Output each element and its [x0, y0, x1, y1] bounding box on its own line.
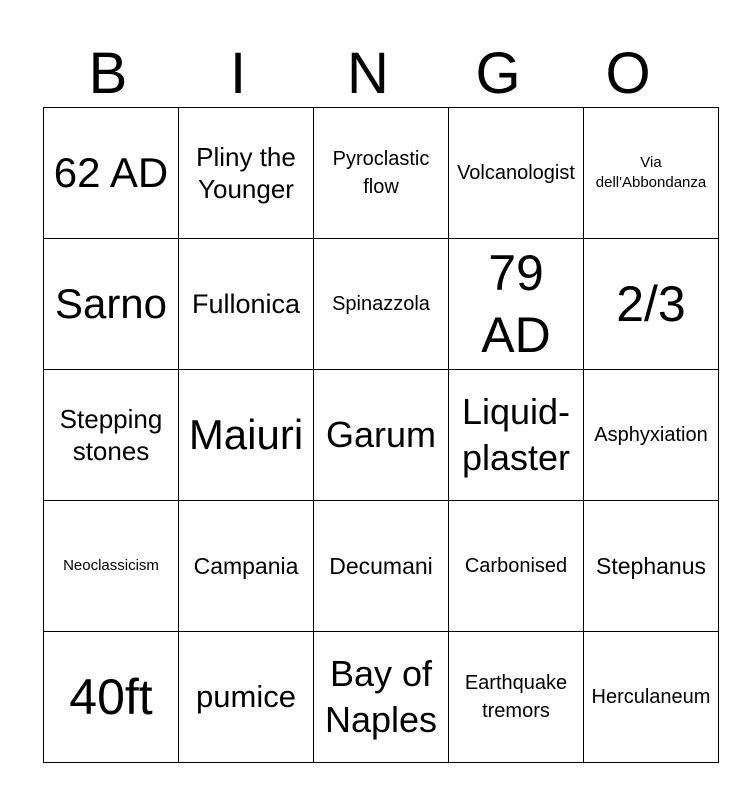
bingo-row [44, 632, 719, 763]
bingo-row [44, 239, 719, 370]
bingo-cell[interactable]: Bay of Naples [314, 632, 449, 763]
header-letter-g: G [475, 41, 521, 106]
bingo-cell[interactable]: Sarno [44, 239, 179, 370]
bingo-cell[interactable]: Fullonica [179, 239, 314, 370]
bingo-card-grid [43, 107, 719, 763]
bingo-cell[interactable]: Asphyxiation [584, 370, 719, 501]
bingo-cell[interactable]: Via dell'Abbondanza [584, 108, 719, 239]
bingo-cell[interactable]: Pliny the Younger [179, 108, 314, 239]
bingo-cell[interactable]: Stepping stones [44, 370, 179, 501]
bingo-cell[interactable]: Stephanus [584, 501, 719, 632]
bingo-cell[interactable]: Herculaneum [584, 632, 719, 763]
bingo-cell[interactable]: Neoclassicism [44, 501, 179, 632]
header-letter-o: O [605, 41, 651, 106]
bingo-cell[interactable]: Liquid-plaster [449, 370, 584, 501]
bingo-cell[interactable]: Campania [179, 501, 314, 632]
bingo-cell[interactable]: Pyroclastic flow [314, 108, 449, 239]
bingo-cell[interactable]: Maiuri [179, 370, 314, 501]
bingo-cell[interactable]: pumice [179, 632, 314, 763]
bingo-cell[interactable]: Volcanologist [449, 108, 584, 239]
bingo-cell[interactable]: 62 AD [44, 108, 179, 239]
bingo-cell[interactable]: Earthquake tremors [449, 632, 584, 763]
bingo-row [44, 501, 719, 632]
bingo-cell[interactable]: 40ft [44, 632, 179, 763]
header-letter-b: B [88, 41, 128, 106]
bingo-row [44, 108, 719, 239]
bingo-header [43, 40, 693, 108]
bingo-cell[interactable]: 2/3 [584, 239, 719, 370]
bingo-cell[interactable]: Carbonised [449, 501, 584, 632]
header-letter-i: I [229, 41, 247, 106]
bingo-cell[interactable]: Garum [314, 370, 449, 501]
bingo-row [44, 370, 719, 501]
bingo-cell[interactable]: 79 AD [449, 239, 584, 370]
header-letter-n: N [347, 41, 389, 106]
bingo-cell[interactable]: Spinazzola [314, 239, 449, 370]
bingo-cell[interactable]: Decumani [314, 501, 449, 632]
